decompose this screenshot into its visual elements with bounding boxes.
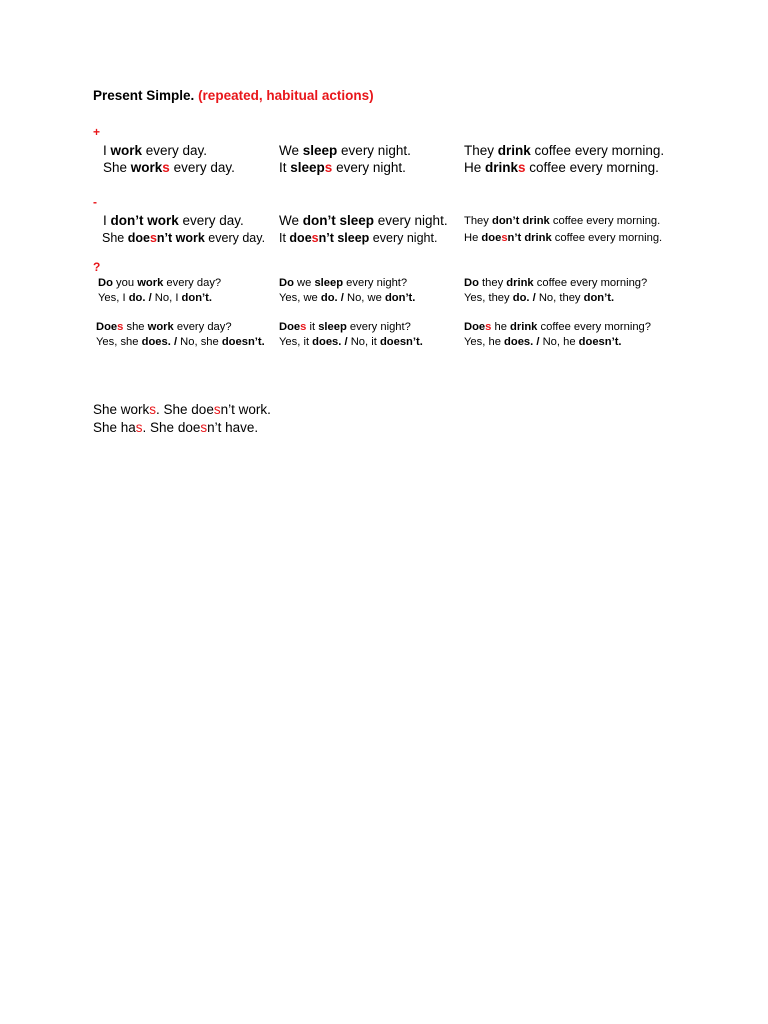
answer-col1-a1: Yes, I do. / No, I don’t. [98, 292, 212, 304]
question-col2-q2: Does it sleep every night? [279, 321, 411, 333]
affirmative-col2-line2: It sleeps every night. [279, 160, 406, 175]
negative-marker: - [93, 195, 97, 209]
negative-col2-line1: We don’t sleep every night. [279, 213, 448, 228]
answer-col3-a2: Yes, he does. / No, he doesn’t. [464, 336, 622, 348]
example-line-has: She has. She doesn’t have. [93, 420, 259, 435]
negative-col1-line2: She doesn’t work every day. [102, 231, 266, 245]
example-line-works: She works. She doesn’t work. [93, 402, 271, 417]
answer-col2-a2: Yes, it does. / No, it doesn’t. [279, 336, 423, 348]
negative-col1-line1: I don’t work every day. [103, 213, 244, 228]
title-subtitle: (repeated, habitual actions) [198, 88, 374, 103]
title-main: Present Simple. [93, 88, 195, 103]
answer-col3-a1: Yes, they do. / No, they don’t. [464, 292, 615, 304]
affirmative-col3-line1: They drink coffee every morning. [464, 143, 665, 158]
affirmative-col1-line2: She works every day. [103, 160, 235, 175]
negative-col3-line1: They don’t drink coffee every morning. [464, 215, 661, 227]
affirmative-col3-line2: He drinks coffee every morning. [464, 160, 659, 175]
page-title [93, 88, 374, 103]
answer-col2-a1: Yes, we do. / No, we don’t. [279, 292, 416, 304]
affirmative-col2-line1: We sleep every night. [279, 143, 411, 158]
question-col3-q1: Do they drink coffee every morning? [464, 277, 648, 289]
affirmative-col1-line1: I work every day. [103, 143, 208, 158]
question-col2-q1: Do we sleep every night? [279, 277, 408, 289]
question-col1-q1: Do you work every day? [98, 277, 222, 289]
answer-col1-a2: Yes, she does. / No, she doesn’t. [96, 336, 265, 348]
question-col1-q2: Does she work every day? [96, 321, 232, 333]
affirmative-marker: + [93, 125, 101, 139]
question-col3-q2: Does he drink coffee every morning? [464, 321, 652, 333]
question-marker: ? [93, 260, 101, 274]
negative-col2-line2: It doesn’t sleep every night. [279, 231, 438, 245]
negative-col3-line2: He doesn’t drink coffee every morning. [464, 232, 663, 244]
